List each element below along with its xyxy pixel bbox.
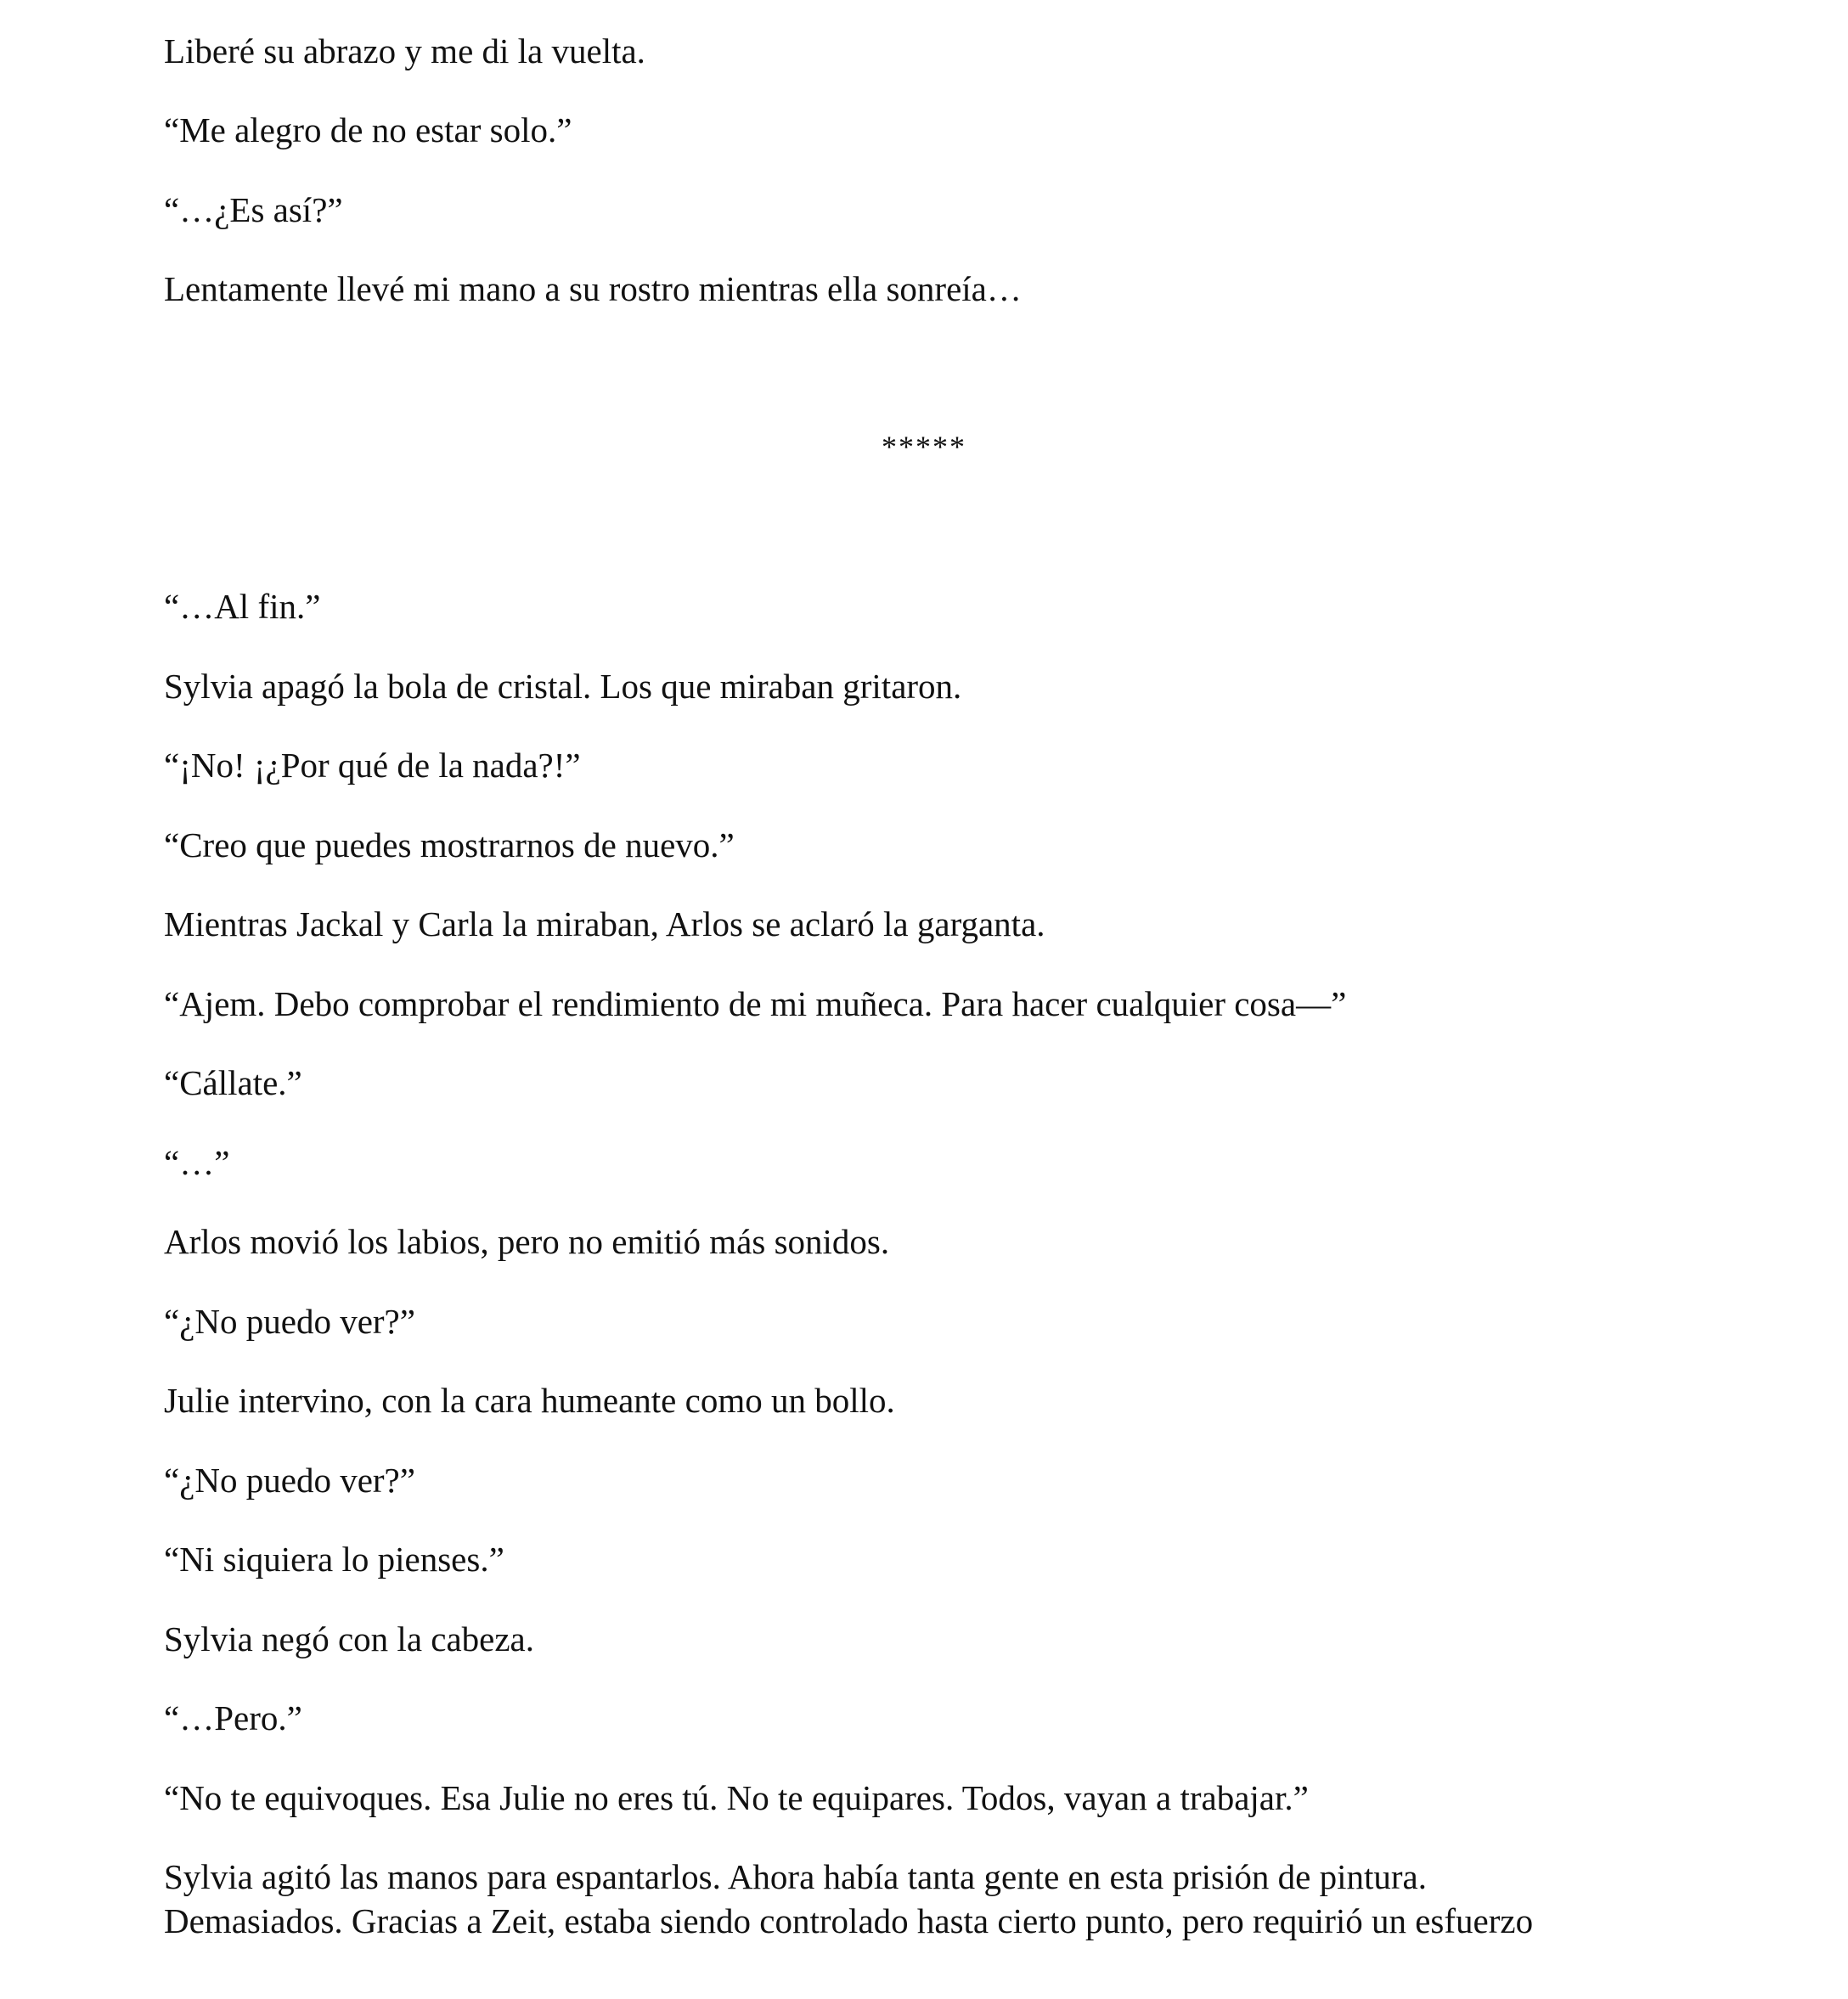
- paragraph: “¡No! ¡¿Por qué de la nada?!”: [164, 746, 581, 785]
- paragraph: “Ajem. Debo comprobar el rendimiento de mi muñeca. Para hacer cualquier cosa—”: [164, 984, 1347, 1023]
- paragraph: “Me alegro de no estar solo.”: [164, 110, 572, 149]
- paragraph: Arlos movió los labios, pero no emitió más sonidos.: [164, 1222, 890, 1261]
- paragraph: “¿No puedo ver?”: [164, 1302, 415, 1341]
- paragraph: Sylvia agitó las manos para espantarlos. Ahora había tanta gente en esta prisión de pintura. Demasiados. Gracias a Zeit, estaba siendo controlado hasta cierto punto, pero requirió un esfuerzo: [164, 1857, 1534, 1940]
- paragraph: Lentamente llevé mi mano a su rostro mientras ella sonreía…: [164, 269, 1022, 308]
- paragraph: “Cállate.”: [164, 1063, 302, 1102]
- paragraph: “No te equivoques. Esa Julie no eres tú. No te equipares. Todos, vayan a trabajar.”: [164, 1778, 1309, 1817]
- paragraph: “¿No puedo ver?”: [164, 1461, 415, 1500]
- paragraph: “…Pero.”: [164, 1698, 302, 1737]
- paragraph: “Ni siquiera lo pienses.”: [164, 1540, 504, 1579]
- paragraph: “…¿Es así?”: [164, 190, 343, 229]
- section-separator: *****: [882, 430, 966, 464]
- paragraph: Liberé su abrazo y me di la vuelta.: [164, 31, 645, 70]
- paragraph: “Creo que puedes mostrarnos de nuevo.”: [164, 825, 735, 864]
- paragraph: Sylvia apagó la bola de cristal. Los que miraban gritaron.: [164, 667, 962, 706]
- paragraph: Julie intervino, con la cara humeante como un bollo.: [164, 1381, 895, 1420]
- paragraph: “…Al fin.”: [164, 587, 321, 626]
- paragraph: Sylvia negó con la cabeza.: [164, 1619, 535, 1658]
- paragraph: Mientras Jackal y Carla la miraban, Arlos se aclaró la garganta.: [164, 904, 1045, 943]
- paragraph: “…”: [164, 1143, 230, 1182]
